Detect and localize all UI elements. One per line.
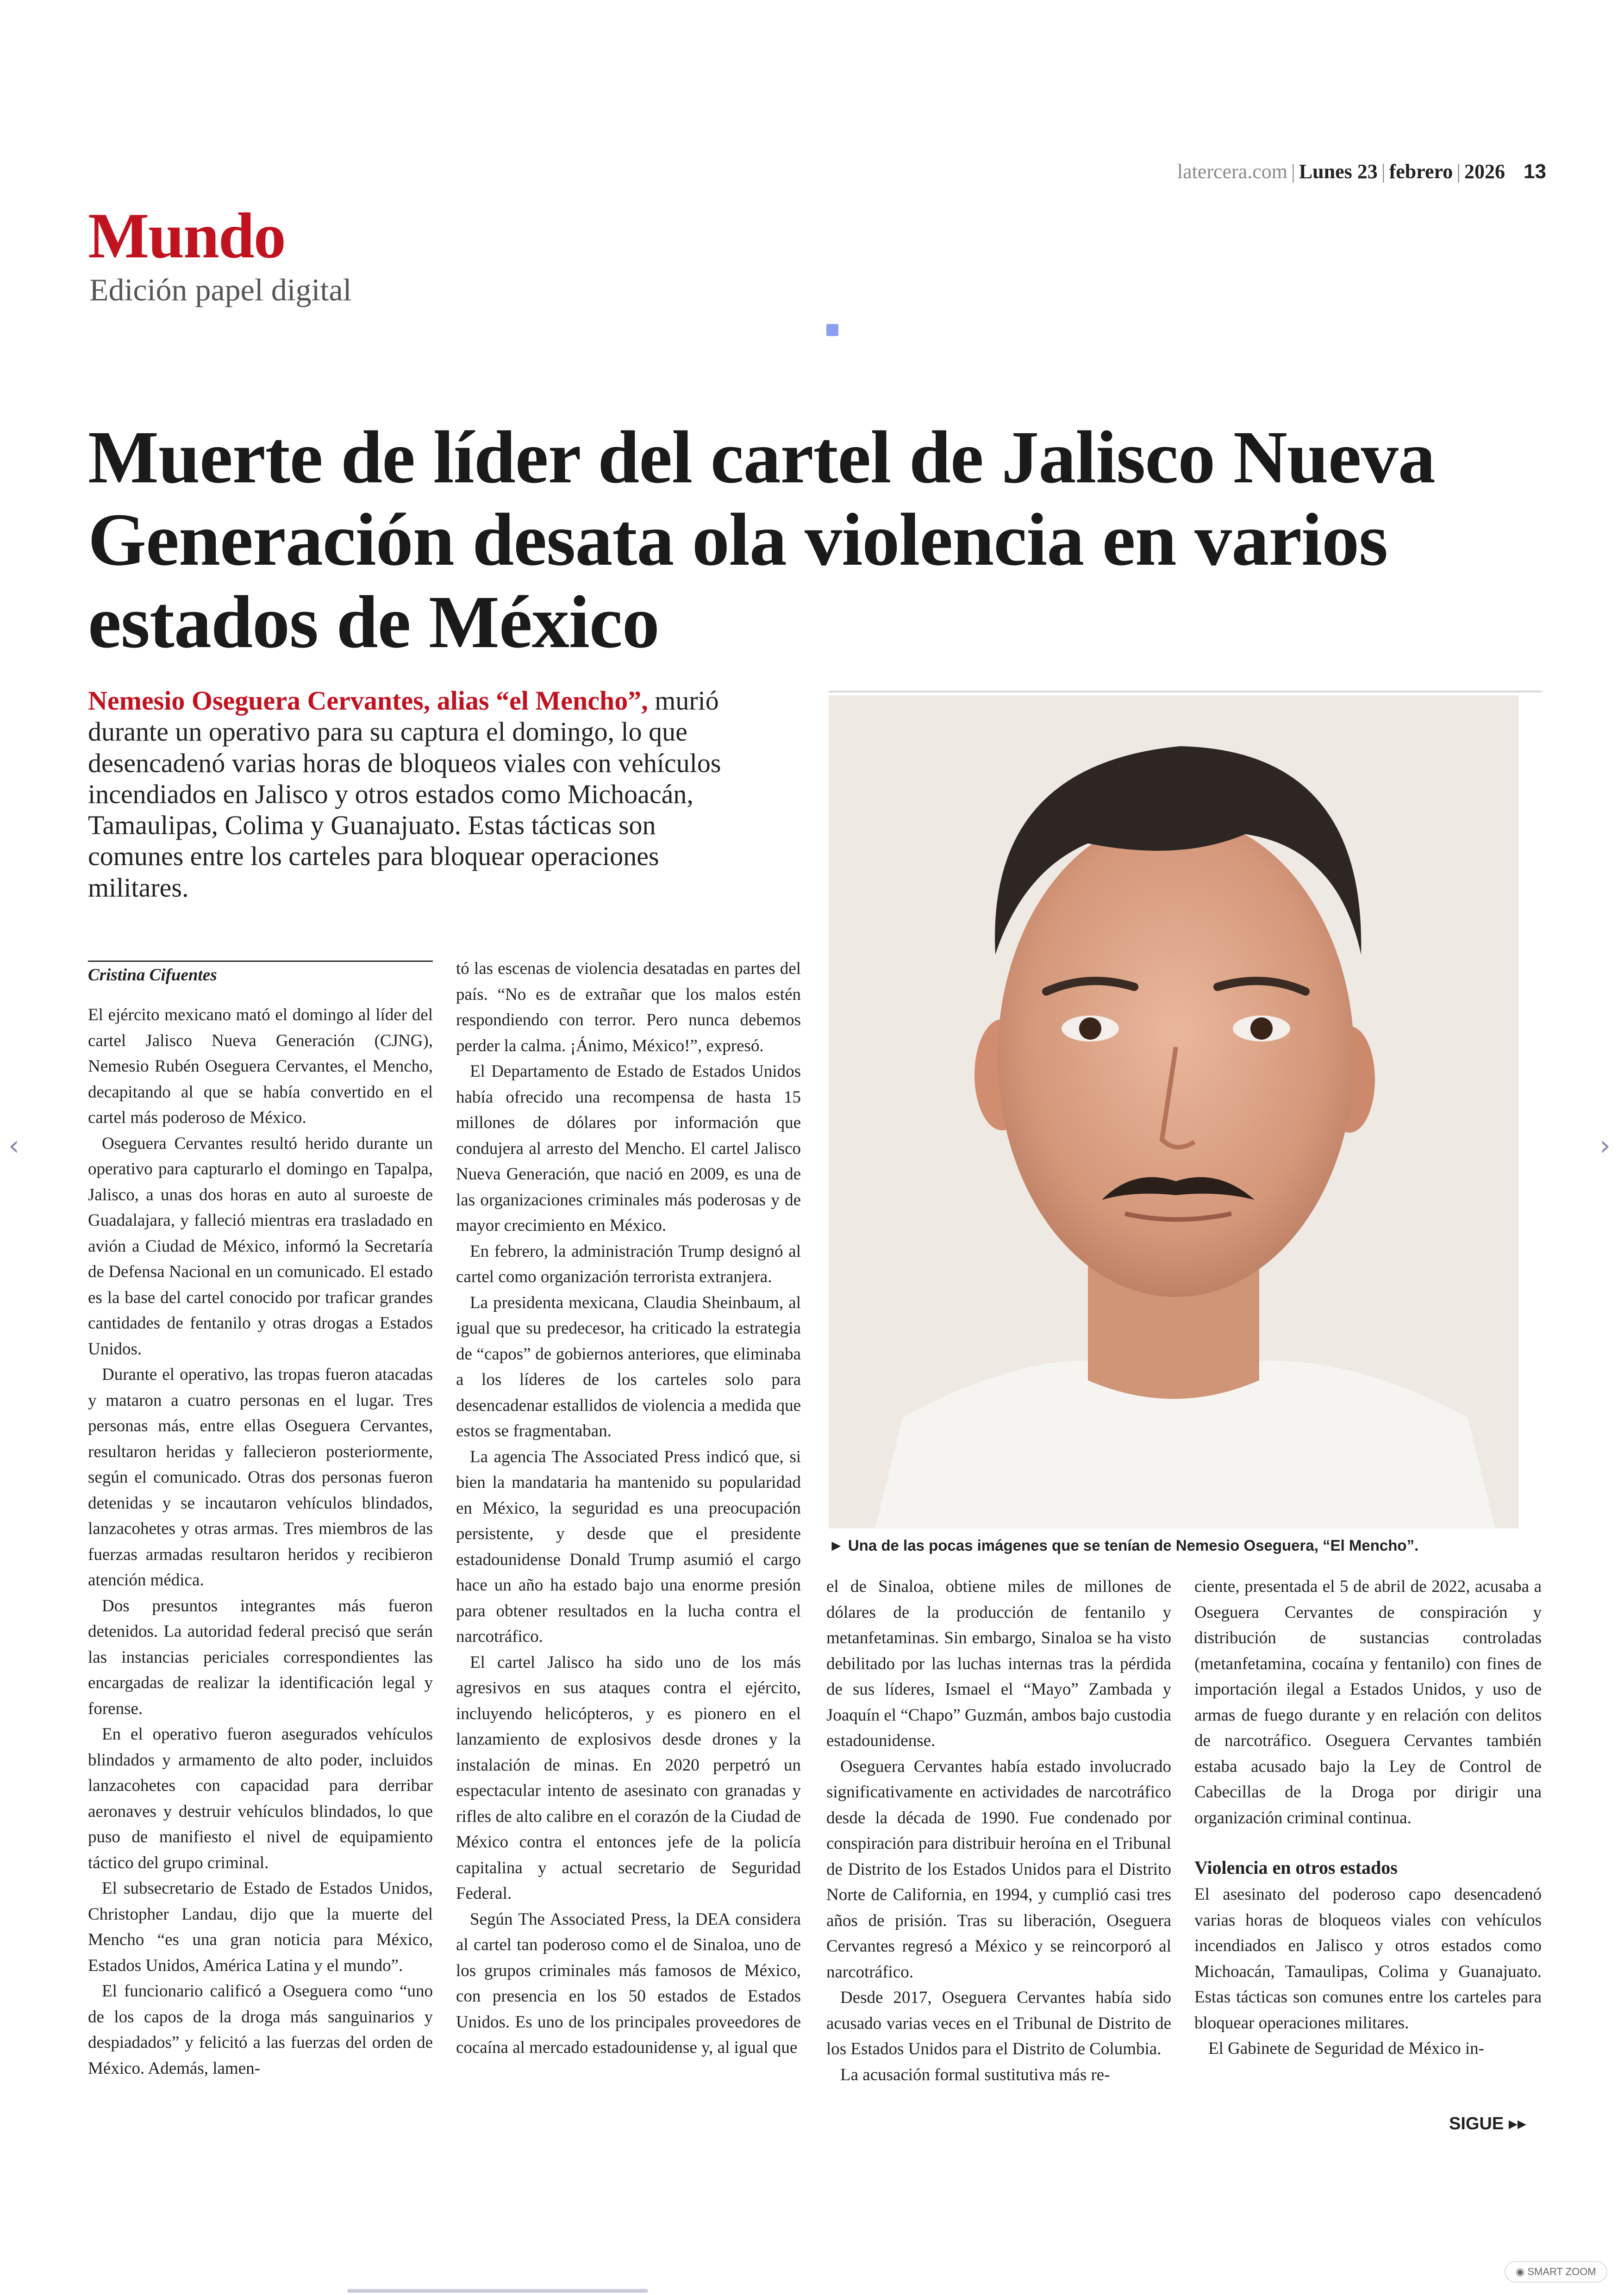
masthead-month: febrero [1389, 160, 1453, 183]
section-title: Mundo [88, 200, 285, 272]
section-subtitle: Edición papel digital [89, 272, 352, 307]
scroll-progress-bar[interactable] [347, 2289, 648, 2293]
paragraph: La presidenta mexicana, Claudia Sheinbaum, al igual que su predecesor, ha criticado la estrategia de “capos” de gobiernos anteriores, que eliminaba a los líderes de los carteles solo para desencadenar estallidos de violencia a medida que estos se fragmentaban. [456, 1293, 801, 1441]
paragraph: Oseguera Cervantes resultó herido durante un operativo para capturarlo el domingo en Tapalpa, Jalisco, a unas dos horas en auto al suroeste de Guadalajara, y falleció mientras era trasladado en avión a Ciudad de México, informó la Secretaría de Defensa Nacional en un comunicado. El estado es la base del cartel conocido por traficar grandes cantidades de fentanilo y otras drogas a Estados Unidos. [88, 1134, 433, 1359]
chevron-left-icon[interactable]: ‹ [8, 1129, 19, 1162]
headline: Muerte de líder del cartel de Jalisco Nueva Generación desata ola violencia en varios estados de México [88, 416, 1435, 664]
paragraph: El Departamento de Estado de Estados Unidos había ofrecido una recompensa de hasta 15 millones de dólares por información que condujera al arresto del Mencho. El cartel Jalisco Nueva Generación, que nació en 2009, es una de las organizaciones criminales más poderosas y de mayor crecimiento en México. [456, 1062, 801, 1235]
eye-icon: ◉ [1516, 2266, 1525, 2277]
paragraph: En el operativo fueron asegurados vehículos blindados y armamento de alto poder, incluidos lanzacohetes con capacidad para derribar aeronaves y destruir vehículos blindados, lo que puso de manifiesto el nivel de equipamiento táctico del grupo criminal. [88, 1725, 433, 1872]
smart-zoom-label: SMART ZOOM [1527, 2266, 1596, 2277]
paragraph: El asesinato del poderoso capo desencadenó varias horas de bloqueos viales con vehículos incendiados en Jalisco y otros estados como Michoacán, Tamaulipas, Colima y Guanajuato. Estas tácticas son comunes entre los carteles para bloquear operaciones militares. [1194, 1885, 1542, 2033]
paragraph: Dos presuntos integrantes más fueron detenidos. La autoridad federal precisó que serán las instancias periciales correspondientes las encargadas de realizar la identificación legal y forense. [88, 1596, 433, 1718]
paragraph: ciente, presentada el 5 de abril de 2022, acusaba a Oseguera Cervantes de conspiración y distribución de sustancias controladas (metanfetamina, cocaína y fentanilo) con fines de importación ilegal a Estados Unidos, y uso de armas de fuego durante y en relación con delitos de narcotráfico. Oseguera Cervantes también estaba acusado bajo la Ley de Control de Cabecillas de la Droga por dirigir una organización criminal continua. [1194, 1577, 1542, 1827]
paragraph: Oseguera Cervantes había estado involucrado significativamente en actividades de narcotráfico desde la década de 1990. Fue condenado por conspiración para distribuir heroína en el Tribunal de Distrito de los Estados Unidos para el Distrito Norte de California, en 1994, y cumplió casi tres años de prisión. Tras su liberación, Oseguera Cervantes regresó a México y se reincorporó al narcotráfico. [826, 1757, 1171, 1982]
portrait-photo [829, 695, 1518, 1528]
article-column-2 [456, 956, 801, 2061]
paragraph: En febrero, la administración Trump designó al cartel como organización terrorista extranjera. [456, 1241, 801, 1286]
article-column-1 [88, 1002, 433, 2081]
paragraph: El subsecretario de Estado de Estados Unidos, Christopher Landau, dijo que la muerte del Mencho “es una gran noticia para México, Estados Unidos, América Latina y el mundo”. [88, 1879, 433, 1975]
lede-text: murió durante un operativo para su captura el domingo, lo que desencadenó varias horas de bloqueos viales con vehículos incendiados en Jalisco y otros estados como Michoacán, Tamaulipas, Colima y Guanajuato. Estas tácticas son comunes entre los carteles para bloquear operaciones militares. [88, 686, 721, 903]
author-rule [88, 960, 433, 962]
subheading: Violencia en otros estados [1194, 1857, 1398, 1878]
page-number: 13 [1524, 160, 1546, 183]
masthead: latercera.com | Lunes 23 | febrero | 2026 13 [1177, 160, 1546, 183]
paragraph: El funcionario calificó a Oseguera como “uno de los capos de la droga más sanguinarios y despiadados” y felicitó a las fuerzas del orden de México. Además, lamen- [88, 1982, 433, 2078]
paragraph: el de Sinaloa, obtiene miles de millones de dólares de la producción de fentanilo y metanfetaminas. Sin embargo, Sinaloa se ha visto debilitado por las luchas internas tras la pérdida de sus líderes, Ismael el “Mayo” Zambada y Joaquín el “Chapo” Guzmán, ambos bajo custodia estadounidense. [826, 1577, 1171, 1750]
lede [88, 685, 727, 903]
smart-zoom-button[interactable] [1505, 2261, 1607, 2283]
page-marker-icon[interactable] [826, 324, 838, 336]
chevron-right-icon[interactable]: › [1599, 1129, 1611, 1162]
site-name: latercera.com [1177, 160, 1287, 183]
paragraph: El Gabinete de Seguridad de México in- [1208, 2039, 1484, 2058]
paragraph: El cartel Jalisco ha sido uno de los más agresivos en sus ataques contra el ejército, incluyendo helicópteros, y es pionero en el lanzamiento de explosivos desde drones y la instalación de minas. En 2020 perpetró un espectacular intento de asesinato con granadas y rifles de alto calibre en el corazón de la Ciudad de México contra el entonces jefe de la policía capitalina y actual secretario de Seguridad Federal. [456, 1653, 801, 1903]
masthead-date: Lunes 23 [1299, 160, 1378, 183]
paragraph: La acusación formal sustitutiva más re- [840, 2065, 1110, 2084]
portrait-illustration [829, 695, 1518, 1528]
paragraph: Desde 2017, Oseguera Cervantes había sido acusado varias veces en el Tribunal de Distrito de los Estados Unidos para el Distrito de Columbia. [826, 1988, 1171, 2058]
masthead-year: 2026 [1464, 160, 1505, 183]
author-byline: Cristina Cifuentes [88, 966, 217, 985]
paragraph: Durante el operativo, las tropas fueron atacadas y mataron a cuatro personas en el lugar. Tres personas más, entre ellas Oseguera Cervantes, resultaron heridas y fallecieron posteriormente, según el comunicado. Otras dos personas fueron detenidas y se incautaron vehículos blindados, lanzacohetes y otras armas. Tres miembros de las fuerzas armadas resultaron heridos y recibieron atención médica. [88, 1365, 433, 1590]
article-column-4 [1194, 1574, 1542, 2062]
paragraph: tó las escenas de violencia desatadas en partes del país. “No es de extrañar que los malos estén respondiendo con terror. Pero nunca debemos perder la calma. ¡Ánimo, México!”, expresó. [456, 959, 801, 1055]
article-column-3 [826, 1574, 1171, 2088]
continue-label: SIGUE ▸▸ [1449, 2114, 1526, 2133]
photo-caption: ► Una de las pocas imágenes que se tenían de Nemesio Oseguera, “El Mencho”. [829, 1537, 1419, 1554]
paragraph: Según The Associated Press, la DEA considera al cartel tan poderoso como el de Sinaloa, uno de los grupos criminales más famosos de México, con presencia en los 50 estados de Estados Unidos. Es uno de los principales proveedores de cocaína al mercado estadounidense y, al igual que [456, 1909, 801, 2057]
lede-name: Nemesio Oseguera Cervantes, alias “el Mencho”, [88, 686, 648, 716]
photo-rule [829, 691, 1542, 692]
paragraph: El ejército mexicano mató el domingo al líder del cartel Jalisco Nueva Generación (CJNG), Nemesio Rubén Oseguera Cervantes, el Mencho, decapitando al que se había convertido en el cartel más poderoso de México. [88, 1005, 433, 1127]
paragraph: La agencia The Associated Press indicó que, si bien la mandataria ha mantenido su popularidad en México, la seguridad es una preocupación persistente, y desde que el presidente estadounidense Donald Trump asumió el cargo hace un año ha estado bajo una enorme presión para obtener resultados en la lucha contra el narcotráfico. [456, 1447, 801, 1646]
